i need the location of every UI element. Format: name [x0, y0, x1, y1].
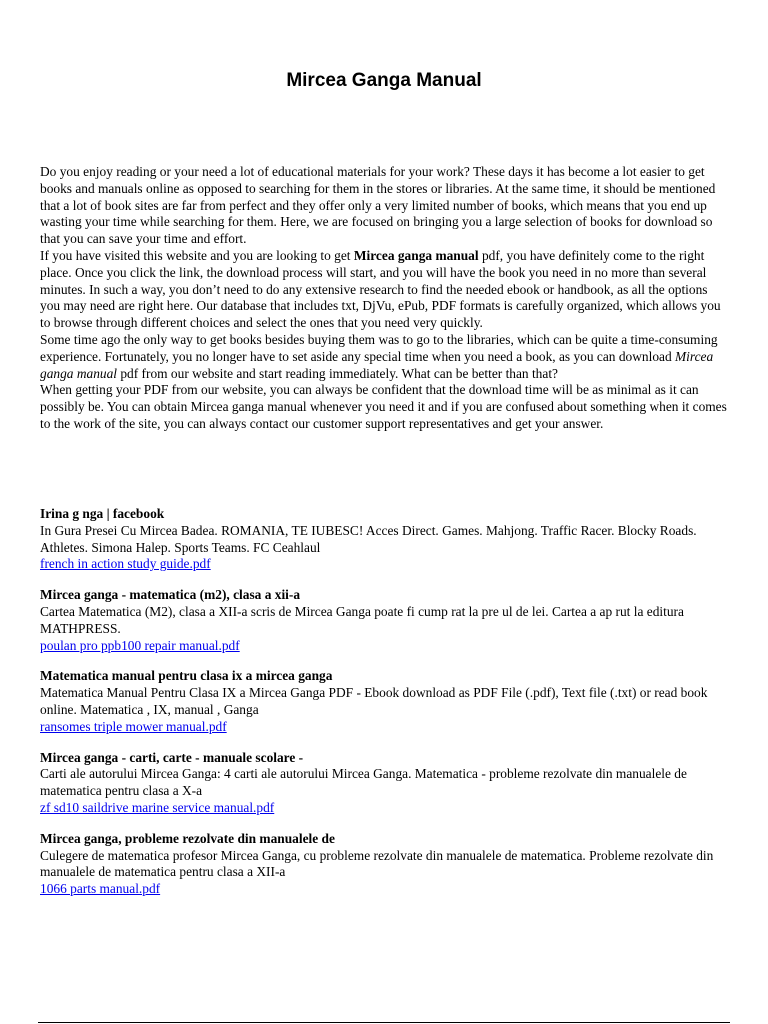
intro-p3-text-end: pdf from our website and start reading immediately. What can be better than that? [117, 365, 558, 381]
result-item [40, 587, 730, 654]
result-title: Mircea ganga, probleme rezolvate din manualele de [40, 830, 335, 846]
result-download-link[interactable]: zf sd10 saildrive marine service manual.pdf [40, 799, 275, 815]
intro-p2-bold-title: Mircea ganga manual [353, 247, 479, 263]
intro-paragraph-3 [40, 332, 730, 382]
result-title: Matematica manual pentru clasa ix a mircea ganga [40, 668, 333, 684]
search-results-list [40, 506, 730, 912]
result-description: Culegere de matematica profesor Mircea Ganga, cu probleme rezolvate din manualele de matematica. Probleme rezolvate din manualele de matematica pentru clasa a XII-a [40, 847, 714, 880]
intro-p3-italic-title: Mircea ganga manual [40, 348, 714, 381]
intro-paragraph-1: Do you enjoy reading or your need a lot of educational materials for your work? These days it has become a lot easier to get books and manuals online as opposed to searching for them in the stores or libraries. At the same time, it should be mentioned that a lot of book sites are far from perfect and they offer only a very limited number of books, which means that you end up wasting your time while searching for them. Here, we are focused on bringing you a large selection of books for download so that you can save your time and effort. [40, 164, 716, 247]
intro-paragraph-4: When getting your PDF from our website, you can always be confident that the download time will be as minimal as it can possibly be. You can obtain Mircea ganga manual whenever you need it and if you are confused about something when it comes to the work of the site, you can always contact our customer support representatives and get your answer. [40, 382, 727, 431]
footer-divider [38, 1022, 730, 1023]
intro-paragraph-2 [40, 248, 730, 332]
result-download-link[interactable]: ransomes triple mower manual.pdf [40, 718, 227, 734]
result-download-link[interactable]: poulan pro ppb100 repair manual.pdf [40, 637, 240, 653]
result-title: Mircea ganga - matematica (m2), clasa a xii-a [40, 587, 301, 603]
result-description: Matematica Manual Pentru Clasa IX a Mircea Ganga PDF - Ebook download as PDF File (.pdf), Text file (.txt) or read book online. Matematica , IX, manual , Ganga [40, 685, 708, 717]
result-title: Irina g nga | facebook [40, 506, 165, 521]
result-item [40, 506, 730, 573]
result-item [40, 831, 730, 898]
result-description: In Gura Presei Cu Mircea Badea. ROMANIA, TE IUBESC! Acces Direct. Games. Mahjong. Traffic Racer. Blocky Roads. Athletes. Simona Halep. Sports Teams. FC Ceahlaul [40, 522, 697, 555]
result-description: Carti ale autorului Mircea Ganga: 4 carti ale autorului Mircea Ganga. Matematica - probleme rezolvate din manualele de matematica pentru clasa a X-a [40, 766, 687, 799]
intro-text [40, 164, 730, 433]
result-download-link[interactable]: 1066 parts manual.pdf [40, 881, 161, 897]
result-item [40, 668, 730, 735]
intro-p2-text-end: pdf, you have definitely come to the right place. Once you click the link, the download process will start, and you will have the book you need in no more than several minutes. In such a way, you don’t need to do any extensive research to find the needed ebook or handbook, as all the options you may need are right here. Our database that includes txt, DjVu, ePub, PDF formats is carefully organized, which allows you to browse through different choices and select the ones that you need very quickly. [40, 247, 721, 331]
intro-p3-text-start: Some time ago the only way to get books besides buying them was to go to the libraries, which can be quite a time-consuming experience. Fortunately, you no longer have to set aside any special time when you need a book, as you can download [40, 331, 718, 364]
result-download-link[interactable]: french in action study guide.pdf [40, 556, 211, 572]
result-title: Mircea ganga - carti, carte - manuale scolare - [40, 749, 304, 765]
intro-p2-text-start: If you have visited this website and you are looking to get [40, 247, 354, 263]
result-description: Cartea Matematica (M2), clasa a XII-a scris de Mircea Ganga poate fi cump rat la pre ul de lei. Cartea a ap rut la editura MATHPRESS. [40, 603, 684, 636]
page-title: Mircea Ganga Manual [286, 70, 482, 91]
result-item [40, 750, 730, 817]
